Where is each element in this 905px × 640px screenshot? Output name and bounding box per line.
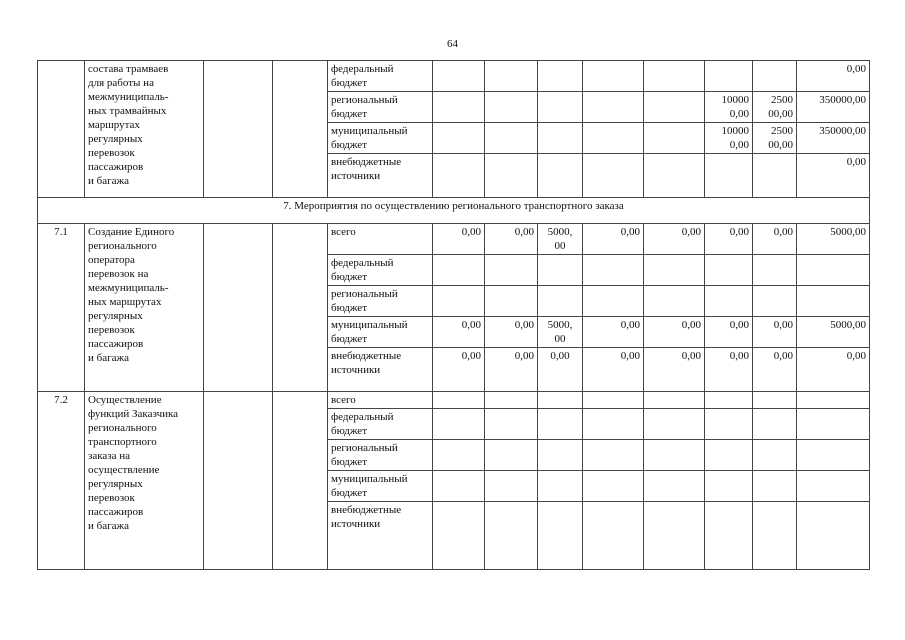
value-cell xyxy=(485,409,538,440)
value-cell xyxy=(433,440,485,471)
value-cell xyxy=(705,440,753,471)
value-cell: 0,00 xyxy=(705,317,753,348)
value-cell xyxy=(538,409,583,440)
value-cell xyxy=(538,92,583,123)
value-cell xyxy=(705,154,753,198)
value-cell: 0,00 xyxy=(753,224,797,255)
value-cell xyxy=(753,440,797,471)
value-cell: 0,00 xyxy=(705,224,753,255)
empty-cell xyxy=(204,392,273,570)
value-cell: 0,00 xyxy=(753,317,797,348)
value-cell xyxy=(644,154,705,198)
value-cell xyxy=(753,154,797,198)
page-number: 64 xyxy=(447,38,458,50)
value-cell xyxy=(583,392,644,409)
value-cell xyxy=(753,502,797,570)
funding-source: федеральный бюджет xyxy=(328,409,433,440)
value-cell: 0,00 xyxy=(797,154,870,198)
empty-cell xyxy=(273,61,328,198)
value-cell xyxy=(583,471,644,502)
value-cell: 0,00 xyxy=(644,348,705,392)
value-cell xyxy=(644,440,705,471)
value-cell xyxy=(705,286,753,317)
value-cell xyxy=(485,286,538,317)
value-cell: 0,00 xyxy=(753,348,797,392)
value-cell xyxy=(644,255,705,286)
value-cell: 0,00 xyxy=(485,348,538,392)
item-name: Создание Единого регионального оператора перевозок на межмуниципаль- ных маршрутах регулярных перевозок пассажиров и багажа xyxy=(85,224,204,392)
value-cell xyxy=(797,286,870,317)
value-cell: 5000, 00 xyxy=(538,317,583,348)
funding-source: всего xyxy=(328,392,433,409)
value-cell xyxy=(485,255,538,286)
table-row xyxy=(38,61,870,92)
value-cell: 0,00 xyxy=(538,348,583,392)
value-cell xyxy=(753,471,797,502)
value-cell: 2500 00,00 xyxy=(753,92,797,123)
value-cell: 0,00 xyxy=(705,348,753,392)
value-cell: 5000,00 xyxy=(797,224,870,255)
empty-cell xyxy=(273,392,328,570)
funding-source: региональный бюджет xyxy=(328,286,433,317)
value-cell xyxy=(485,61,538,92)
item-code: 7.1 xyxy=(38,224,85,392)
value-cell xyxy=(583,440,644,471)
table-row xyxy=(38,392,870,409)
value-cell xyxy=(583,154,644,198)
funding-source: муниципальный бюджет xyxy=(328,123,433,154)
value-cell: 0,00 xyxy=(797,61,870,92)
item-name: состава трамваев для работы на межмуниципаль- ных трамвайных маршрутах регулярных перевозок пассажиров и багажа xyxy=(85,61,204,198)
value-cell xyxy=(485,471,538,502)
value-cell xyxy=(433,286,485,317)
value-cell xyxy=(797,255,870,286)
value-cell xyxy=(705,409,753,440)
value-cell xyxy=(485,154,538,198)
value-cell xyxy=(538,286,583,317)
value-cell xyxy=(485,92,538,123)
value-cell xyxy=(797,440,870,471)
value-cell xyxy=(538,440,583,471)
value-cell xyxy=(753,286,797,317)
value-cell xyxy=(538,154,583,198)
funding-source: региональный бюджет xyxy=(328,92,433,123)
value-cell: 10000 0,00 xyxy=(705,123,753,154)
value-cell xyxy=(753,61,797,92)
value-cell: 0,00 xyxy=(583,224,644,255)
value-cell xyxy=(485,440,538,471)
empty-cell xyxy=(273,224,328,392)
value-cell xyxy=(433,471,485,502)
value-cell xyxy=(705,255,753,286)
value-cell: 0,00 xyxy=(485,224,538,255)
funding-source: внебюджетные источники xyxy=(328,502,433,570)
value-cell: 0,00 xyxy=(644,317,705,348)
value-cell: 350000,00 xyxy=(797,92,870,123)
value-cell xyxy=(538,123,583,154)
value-cell: 0,00 xyxy=(797,348,870,392)
value-cell: 2500 00,00 xyxy=(753,123,797,154)
funding-source: региональный бюджет xyxy=(328,440,433,471)
funding-source: всего xyxy=(328,224,433,255)
value-cell xyxy=(753,409,797,440)
section-header-row xyxy=(38,198,870,224)
value-cell xyxy=(644,502,705,570)
item-code xyxy=(38,61,85,198)
funding-source: внебюджетные источники xyxy=(328,154,433,198)
value-cell xyxy=(538,255,583,286)
value-cell: 0,00 xyxy=(433,317,485,348)
value-cell xyxy=(583,123,644,154)
value-cell: 0,00 xyxy=(433,224,485,255)
funding-source: внебюджетные источники xyxy=(328,348,433,392)
value-cell xyxy=(583,409,644,440)
value-cell xyxy=(538,392,583,409)
value-cell xyxy=(797,409,870,440)
funding-source: федеральный бюджет xyxy=(328,255,433,286)
value-cell xyxy=(433,92,485,123)
value-cell: 0,00 xyxy=(583,348,644,392)
value-cell xyxy=(797,471,870,502)
value-cell xyxy=(705,61,753,92)
value-cell: 0,00 xyxy=(433,348,485,392)
value-cell: 5000,00 xyxy=(797,317,870,348)
value-cell xyxy=(583,502,644,570)
value-cell xyxy=(485,502,538,570)
value-cell xyxy=(583,92,644,123)
item-name: Осуществление функций Заказчика регионального транспортного заказа на осуществление регулярных перевозок пассажиров и багажа xyxy=(85,392,204,570)
value-cell xyxy=(433,61,485,92)
value-cell: 0,00 xyxy=(583,317,644,348)
value-cell xyxy=(644,61,705,92)
value-cell xyxy=(433,392,485,409)
value-cell xyxy=(538,502,583,570)
budget-table xyxy=(37,60,870,570)
value-cell xyxy=(433,409,485,440)
value-cell: 10000 0,00 xyxy=(705,92,753,123)
funding-source: федеральный бюджет xyxy=(328,61,433,92)
value-cell xyxy=(797,502,870,570)
value-cell xyxy=(433,255,485,286)
value-cell: 350000,00 xyxy=(797,123,870,154)
value-cell xyxy=(583,61,644,92)
value-cell xyxy=(433,123,485,154)
table-row xyxy=(38,224,870,255)
value-cell xyxy=(705,392,753,409)
value-cell xyxy=(644,286,705,317)
item-code: 7.2 xyxy=(38,392,85,570)
funding-source: муниципальный бюджет xyxy=(328,317,433,348)
value-cell: 5000, 00 xyxy=(538,224,583,255)
value-cell xyxy=(583,286,644,317)
value-cell xyxy=(753,392,797,409)
value-cell xyxy=(538,61,583,92)
section-title: 7. Мероприятия по осуществлению регионального транспортного заказа xyxy=(38,198,870,224)
empty-cell xyxy=(204,224,273,392)
value-cell: 0,00 xyxy=(485,317,538,348)
value-cell xyxy=(485,392,538,409)
value-cell xyxy=(644,409,705,440)
value-cell xyxy=(644,392,705,409)
value-cell xyxy=(705,471,753,502)
value-cell xyxy=(753,255,797,286)
funding-source: муниципальный бюджет xyxy=(328,471,433,502)
value-cell xyxy=(644,92,705,123)
value-cell xyxy=(433,154,485,198)
value-cell xyxy=(644,123,705,154)
value-cell xyxy=(644,471,705,502)
value-cell xyxy=(433,502,485,570)
value-cell: 0,00 xyxy=(644,224,705,255)
empty-cell xyxy=(204,61,273,198)
value-cell xyxy=(797,392,870,409)
value-cell xyxy=(538,471,583,502)
value-cell xyxy=(583,255,644,286)
value-cell xyxy=(485,123,538,154)
value-cell xyxy=(705,502,753,570)
